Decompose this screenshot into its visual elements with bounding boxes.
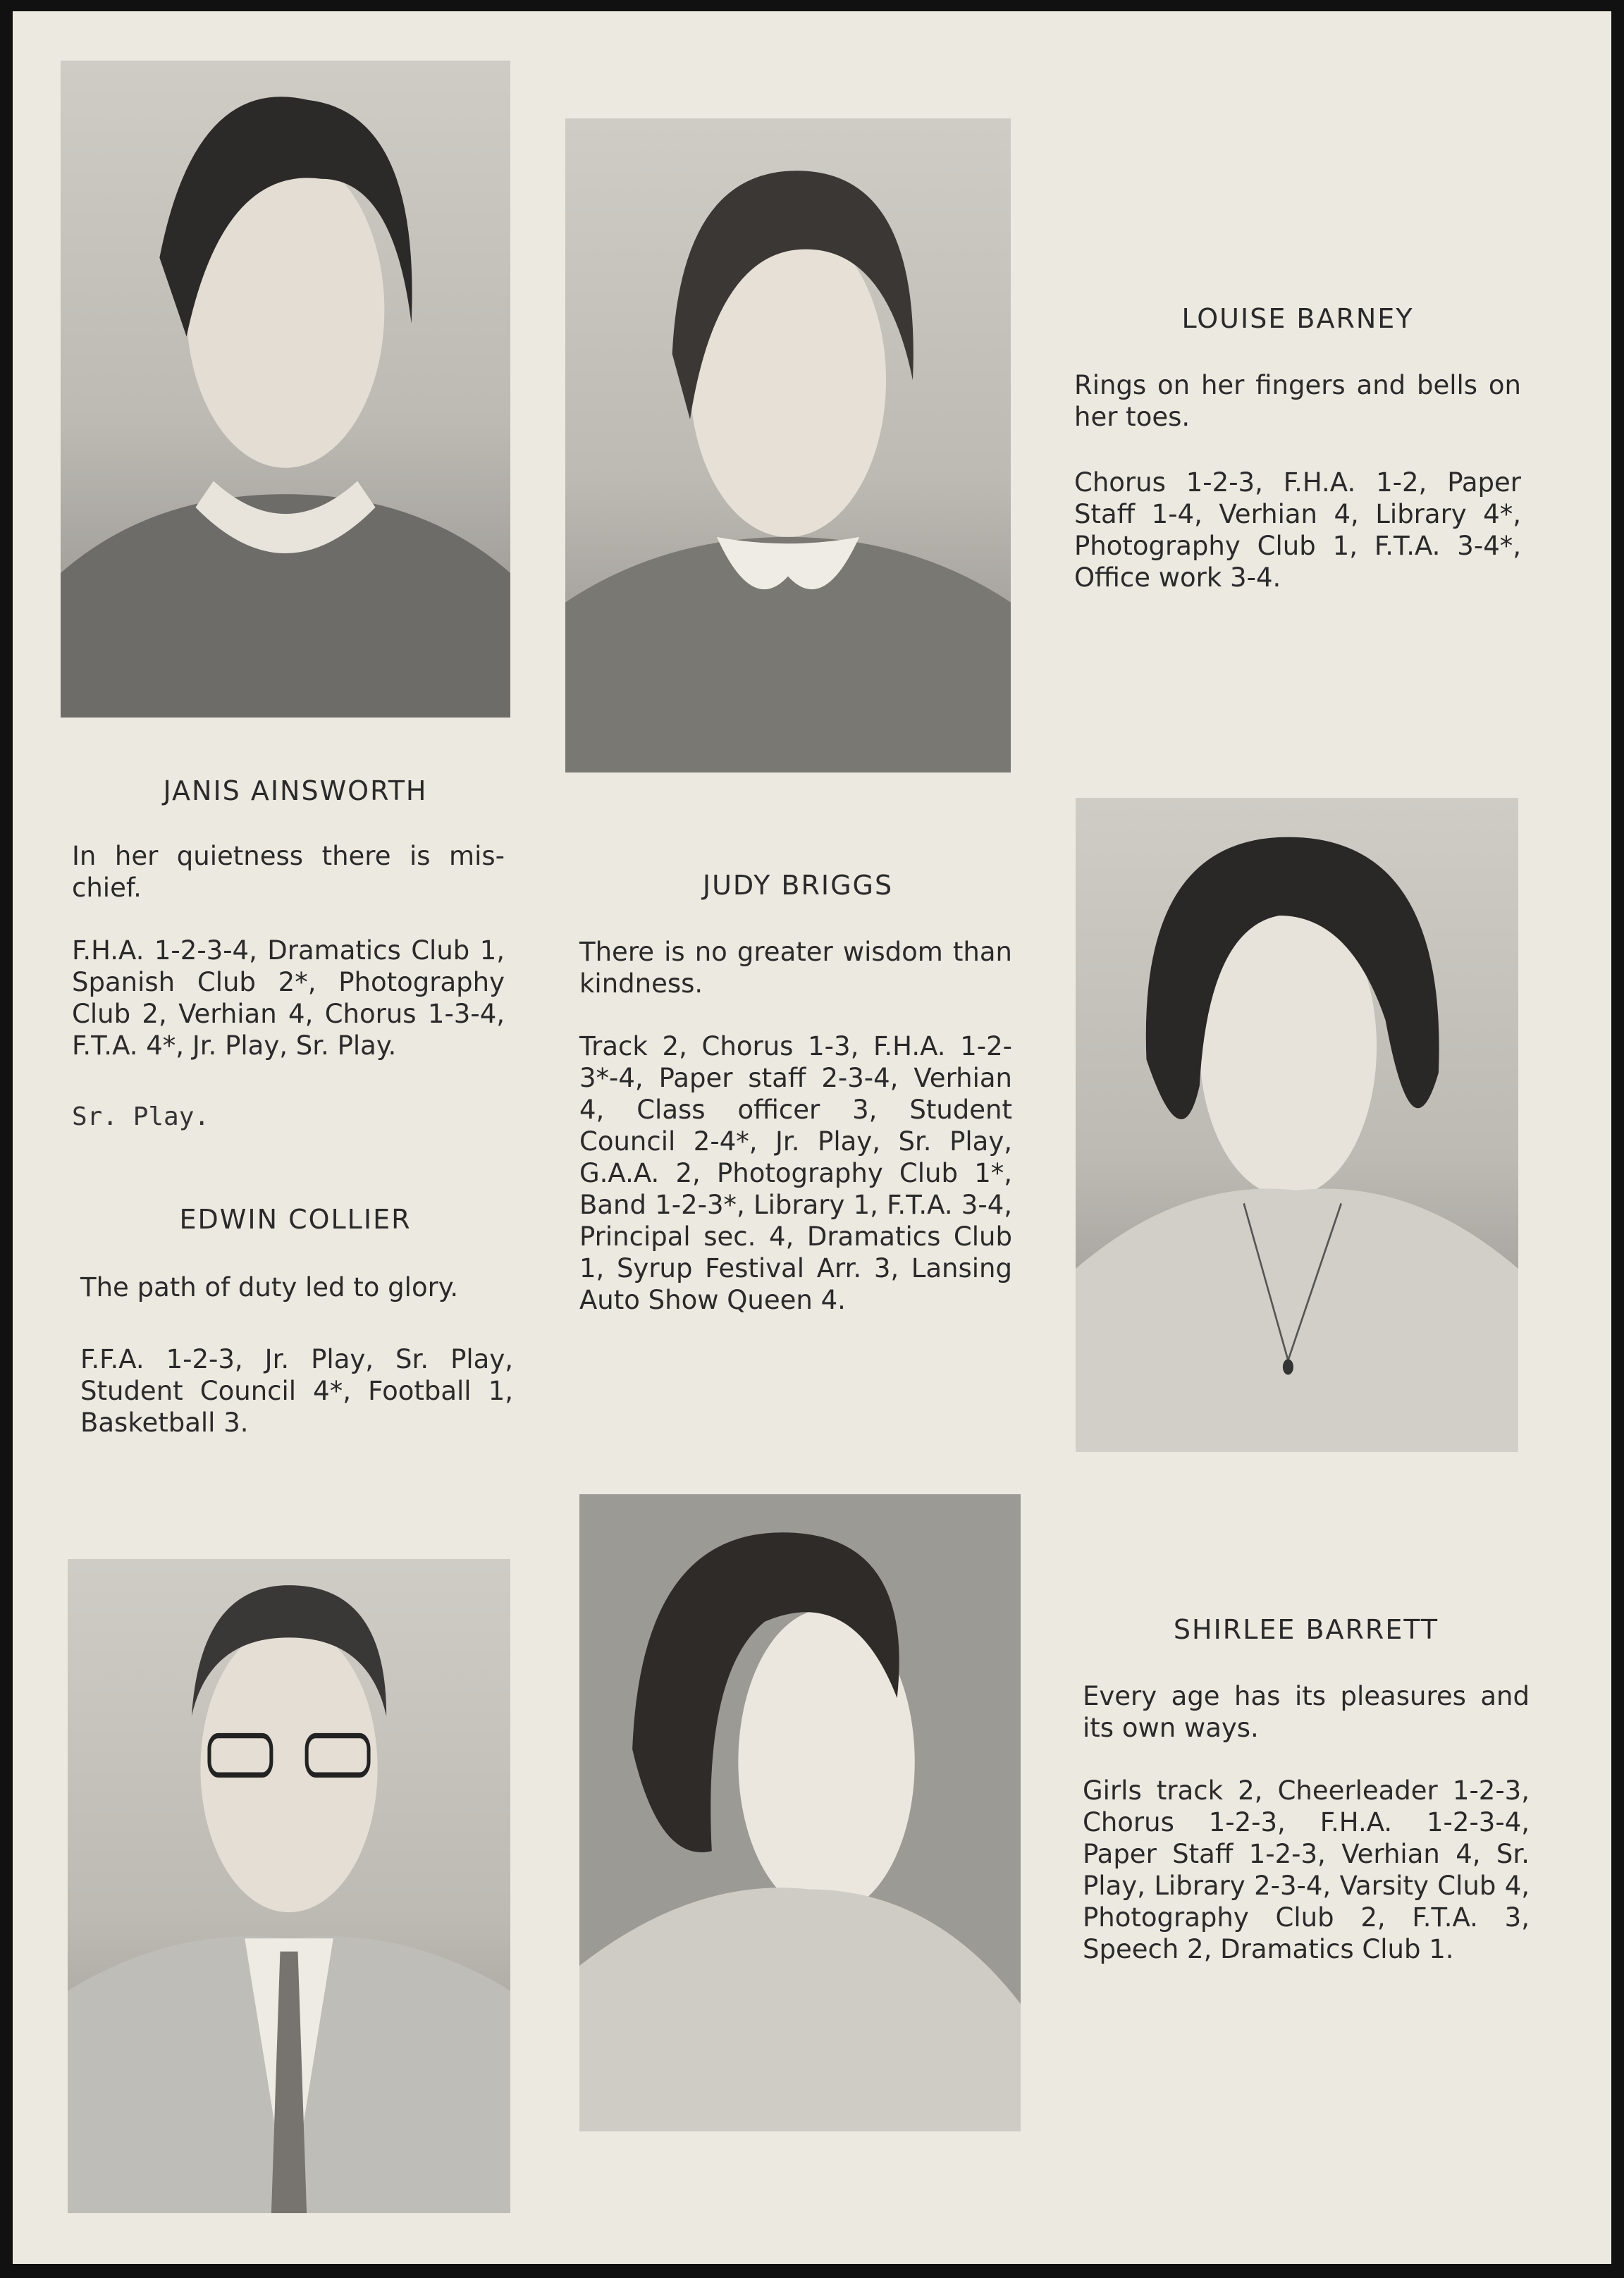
photo-judy-briggs [579,1494,1021,2131]
student-quote: There is no greater wisdom than kindness. [579,937,1012,999]
student-activities: Track 2, Chorus 1-3, F.H.A. 1-2-3*-4, Paper staff 2-3-4, Verhian 4, Class officer 3, Student Council 2-4*, Jr. Play, Sr. Play, G.A.A. 2, Photography Club 1*, Band 1-2-3*, Library 1, F.T.A. 3-4, Principal sec. 4, Dramatics Club 1, Syrup Festival Arr. 3, Lansing Auto Show Queen 4. [579,1031,1012,1315]
photo-louise-barney [565,118,1011,772]
student-quote: Every age has its pleasures and its own ways. [1083,1681,1530,1743]
photo-shirlee-barrett [1076,798,1518,1452]
student-name: EDWIN COLLIER [179,1204,412,1235]
student-name: LOUISE BARNEY [1181,303,1414,334]
photo-janis-ainsworth [61,61,510,718]
student-activities: F.H.A. 1-2-3-4, Dramatics Club 1, Spanish Club 2*, Photography Club 2, Verhian 4, Chorus 1-3-4, F.T.A. 4*, Jr. Play, Sr. Play. [72,935,505,1061]
student-quote: The path of duty led to glory. [80,1272,459,1303]
student-quote: Rings on her fingers and bells on her toes. [1074,370,1521,432]
photo-edwin-collier [68,1559,510,2213]
typed-annotation: Sr. Play. [72,1102,210,1131]
student-activities: F.F.A. 1-2-3, Jr. Play, Sr. Play, Student Council 4*, Football 1, Basketball 3. [80,1344,513,1438]
student-quote: In her quietness there is mis-chief. [72,841,505,903]
yearbook-page [13,11,1611,2264]
student-activities: Girls track 2, Cheerleader 1-2-3, Chorus 1-2-3, F.H.A. 1-2-3-4, Paper Staff 1-2-3, Verhian 4, Sr. Play, Library 2-3-4, Varsity Club 4, Photography Club 2, F.T.A. 3, Speech 2, Dramatics Club 1. [1083,1775,1530,1964]
student-name: SHIRLEE BARRETT [1173,1614,1439,1645]
student-name: JUDY BRIGGS [702,870,894,901]
student-activities: Chorus 1-2-3, F.H.A. 1-2, Paper Staff 1-4, Verhian 4, Library 4*, Photography Club 1, F.T.A. 3-4*, Office work 3-4. [1074,467,1521,593]
student-name: JANIS AINSWORTH [163,775,428,806]
